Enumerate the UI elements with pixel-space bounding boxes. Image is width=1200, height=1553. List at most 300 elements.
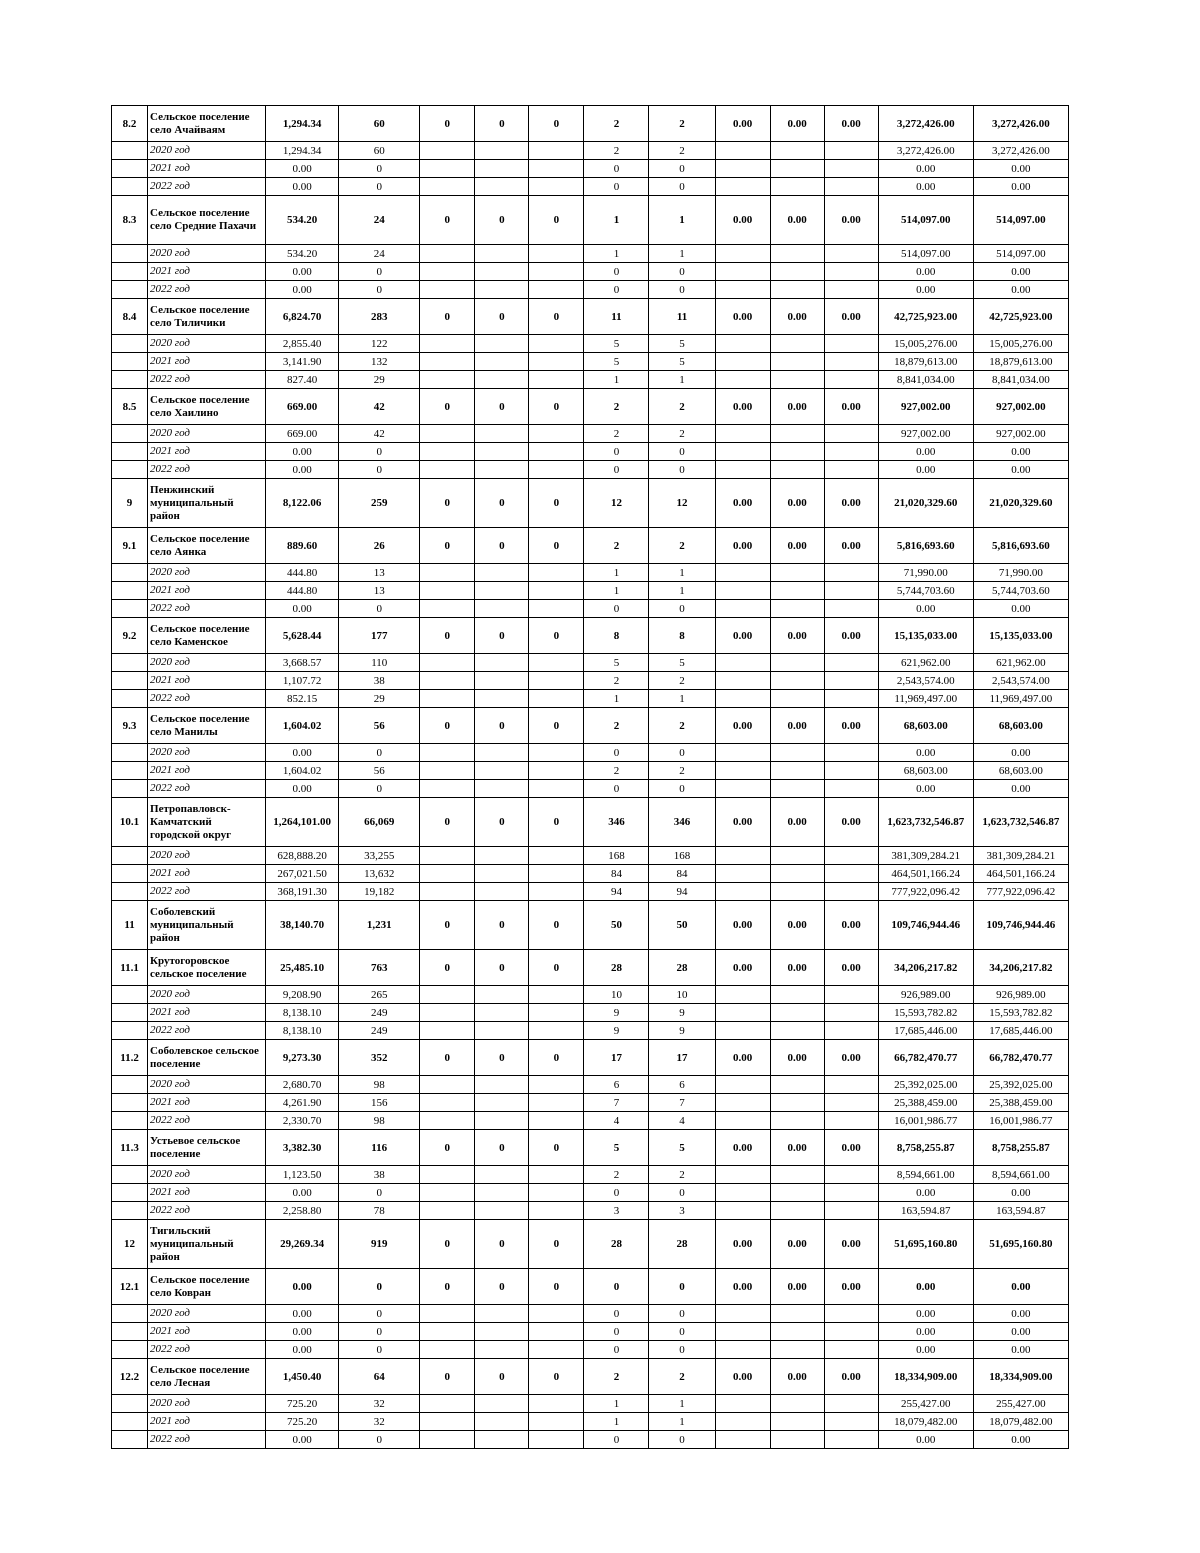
cell-c3: 0 <box>529 196 584 245</box>
cell-c8 <box>824 564 878 582</box>
cell-c8: 0.00 <box>824 479 878 528</box>
cell-c4: 1 <box>584 690 649 708</box>
cell-total: 16,001,986.77 <box>878 1112 973 1130</box>
cell-c1 <box>420 443 475 461</box>
cell-c2: 0 <box>475 1269 529 1305</box>
cell-c5: 0 <box>649 263 715 281</box>
cell-area: 0.00 <box>266 744 339 762</box>
cell-c5: 0 <box>649 1431 715 1449</box>
cell-total: 21,020,329.60 <box>878 479 973 528</box>
cell-c2 <box>475 353 529 371</box>
cell-c1 <box>420 1166 475 1184</box>
cell-c2 <box>475 1305 529 1323</box>
cell-c1 <box>420 353 475 371</box>
cell-c5: 5 <box>649 1130 715 1166</box>
cell-name: 2022 год <box>148 883 266 901</box>
cell-c1 <box>420 654 475 672</box>
cell-c5: 6 <box>649 1076 715 1094</box>
cell-c6 <box>715 1022 770 1040</box>
cell-c2: 0 <box>475 1040 529 1076</box>
cell-c2 <box>475 762 529 780</box>
cell-c8 <box>824 883 878 901</box>
cell-c5: 0 <box>649 1341 715 1359</box>
cell-num <box>112 847 148 865</box>
cell-people: 24 <box>339 196 420 245</box>
cell-people: 0 <box>339 1341 420 1359</box>
cell-total: 0.00 <box>878 443 973 461</box>
cell-c3 <box>529 1341 584 1359</box>
cell-c1 <box>420 281 475 299</box>
cell-c5: 0 <box>649 1269 715 1305</box>
cell-c3 <box>529 371 584 389</box>
cell-c5: 0 <box>649 1323 715 1341</box>
cell-c7 <box>770 564 824 582</box>
cell-area: 1,107.72 <box>266 672 339 690</box>
cell-c1 <box>420 425 475 443</box>
cell-num <box>112 654 148 672</box>
cell-name: 2020 год <box>148 335 266 353</box>
cell-total2: 0.00 <box>973 780 1068 798</box>
cell-total2: 777,922,096.42 <box>973 883 1068 901</box>
cell-num <box>112 461 148 479</box>
cell-c7: 0.00 <box>770 479 824 528</box>
cell-people: 0 <box>339 281 420 299</box>
cell-c5: 10 <box>649 986 715 1004</box>
cell-c8 <box>824 425 878 443</box>
cell-c6 <box>715 1395 770 1413</box>
cell-c2 <box>475 1166 529 1184</box>
cell-c3 <box>529 672 584 690</box>
cell-c1 <box>420 1094 475 1112</box>
cell-c7 <box>770 672 824 690</box>
table-row-year <box>112 865 1069 883</box>
cell-area: 0.00 <box>266 1269 339 1305</box>
cell-total: 1,623,732,546.87 <box>878 798 973 847</box>
cell-total2: 25,392,025.00 <box>973 1076 1068 1094</box>
table-row-year <box>112 263 1069 281</box>
cell-c4: 10 <box>584 986 649 1004</box>
cell-c2 <box>475 744 529 762</box>
cell-total: 514,097.00 <box>878 245 973 263</box>
cell-c8 <box>824 461 878 479</box>
cell-c6 <box>715 461 770 479</box>
table-row-year <box>112 1413 1069 1431</box>
cell-c6: 0.00 <box>715 479 770 528</box>
cell-total2: 3,272,426.00 <box>973 142 1068 160</box>
cell-people: 122 <box>339 335 420 353</box>
cell-c4: 6 <box>584 1076 649 1094</box>
cell-name: 2021 год <box>148 160 266 178</box>
cell-total2: 8,841,034.00 <box>973 371 1068 389</box>
cell-total2: 621,962.00 <box>973 654 1068 672</box>
cell-people: 249 <box>339 1004 420 1022</box>
cell-c4: 2 <box>584 528 649 564</box>
cell-c4: 2 <box>584 672 649 690</box>
cell-c6 <box>715 160 770 178</box>
cell-total2: 16,001,986.77 <box>973 1112 1068 1130</box>
cell-num <box>112 1341 148 1359</box>
cell-c3 <box>529 883 584 901</box>
cell-total: 777,922,096.42 <box>878 883 973 901</box>
cell-name: 2020 год <box>148 245 266 263</box>
cell-people: 78 <box>339 1202 420 1220</box>
cell-name: 2021 год <box>148 443 266 461</box>
cell-c3 <box>529 744 584 762</box>
cell-c8 <box>824 1431 878 1449</box>
cell-c8 <box>824 1166 878 1184</box>
table-row-year <box>112 1202 1069 1220</box>
cell-c3 <box>529 762 584 780</box>
cell-area: 444.80 <box>266 582 339 600</box>
cell-c7 <box>770 654 824 672</box>
cell-num: 8.3 <box>112 196 148 245</box>
cell-c2 <box>475 1323 529 1341</box>
cell-area: 1,604.02 <box>266 762 339 780</box>
cell-c7 <box>770 1341 824 1359</box>
cell-area: 889.60 <box>266 528 339 564</box>
cell-c3 <box>529 461 584 479</box>
cell-total2: 514,097.00 <box>973 196 1068 245</box>
cell-c8: 0.00 <box>824 106 878 142</box>
cell-total2: 25,388,459.00 <box>973 1094 1068 1112</box>
cell-total2: 68,603.00 <box>973 708 1068 744</box>
cell-c8: 0.00 <box>824 299 878 335</box>
cell-c5: 5 <box>649 353 715 371</box>
cell-c5: 0 <box>649 443 715 461</box>
cell-total2: 927,002.00 <box>973 389 1068 425</box>
cell-c1 <box>420 883 475 901</box>
cell-people: 64 <box>339 1359 420 1395</box>
cell-num <box>112 263 148 281</box>
cell-name: Сельское поселение село Ачайваям <box>148 106 266 142</box>
cell-num: 10.1 <box>112 798 148 847</box>
cell-c7 <box>770 1395 824 1413</box>
cell-name: 2021 год <box>148 1413 266 1431</box>
cell-people: 0 <box>339 600 420 618</box>
cell-people: 0 <box>339 160 420 178</box>
cell-c3 <box>529 1184 584 1202</box>
cell-area: 444.80 <box>266 564 339 582</box>
table-row-year <box>112 371 1069 389</box>
cell-num <box>112 1166 148 1184</box>
cell-c5: 4 <box>649 1112 715 1130</box>
cell-total: 0.00 <box>878 160 973 178</box>
cell-total: 381,309,284.21 <box>878 847 973 865</box>
cell-c3 <box>529 1094 584 1112</box>
cell-total: 0.00 <box>878 600 973 618</box>
cell-c2 <box>475 1094 529 1112</box>
cell-name: Петропавловск-Камчатский городской округ <box>148 798 266 847</box>
cell-c7 <box>770 263 824 281</box>
cell-c3 <box>529 1112 584 1130</box>
cell-c6: 0.00 <box>715 1359 770 1395</box>
cell-total: 927,002.00 <box>878 425 973 443</box>
cell-c1 <box>420 1431 475 1449</box>
cell-c3: 0 <box>529 618 584 654</box>
cell-c1: 0 <box>420 299 475 335</box>
cell-c8: 0.00 <box>824 950 878 986</box>
cell-c1 <box>420 865 475 883</box>
cell-people: 29 <box>339 371 420 389</box>
cell-c3 <box>529 1323 584 1341</box>
cell-name: 2020 год <box>148 425 266 443</box>
cell-c4: 2 <box>584 425 649 443</box>
cell-total: 5,816,693.60 <box>878 528 973 564</box>
cell-c8 <box>824 847 878 865</box>
cell-total2: 3,272,426.00 <box>973 106 1068 142</box>
cell-total: 68,603.00 <box>878 762 973 780</box>
cell-c3 <box>529 847 584 865</box>
cell-c2: 0 <box>475 528 529 564</box>
cell-c5: 2 <box>649 528 715 564</box>
table-row-year <box>112 1112 1069 1130</box>
cell-c2 <box>475 883 529 901</box>
cell-people: 259 <box>339 479 420 528</box>
cell-num: 9.2 <box>112 618 148 654</box>
cell-c8 <box>824 160 878 178</box>
cell-area: 8,138.10 <box>266 1004 339 1022</box>
cell-c4: 2 <box>584 389 649 425</box>
cell-c6 <box>715 762 770 780</box>
cell-num <box>112 443 148 461</box>
cell-c6 <box>715 281 770 299</box>
cell-c4: 0 <box>584 178 649 196</box>
cell-area: 669.00 <box>266 425 339 443</box>
cell-c2 <box>475 986 529 1004</box>
cell-people: 60 <box>339 142 420 160</box>
cell-c6 <box>715 1305 770 1323</box>
cell-c1 <box>420 1076 475 1094</box>
cell-num <box>112 672 148 690</box>
cell-c5: 0 <box>649 1305 715 1323</box>
cell-c8 <box>824 1094 878 1112</box>
cell-c3 <box>529 690 584 708</box>
cell-c2: 0 <box>475 618 529 654</box>
cell-c4: 94 <box>584 883 649 901</box>
table-row-year <box>112 582 1069 600</box>
cell-c7 <box>770 1431 824 1449</box>
cell-c8 <box>824 1004 878 1022</box>
cell-people: 98 <box>339 1076 420 1094</box>
cell-total2: 514,097.00 <box>973 245 1068 263</box>
cell-area: 534.20 <box>266 245 339 263</box>
cell-c6 <box>715 780 770 798</box>
cell-total2: 15,135,033.00 <box>973 618 1068 654</box>
cell-c5: 1 <box>649 1413 715 1431</box>
cell-c8 <box>824 1076 878 1094</box>
cell-c6: 0.00 <box>715 618 770 654</box>
cell-c4: 1 <box>584 196 649 245</box>
cell-c2 <box>475 281 529 299</box>
cell-c1 <box>420 582 475 600</box>
cell-c4: 2 <box>584 106 649 142</box>
cell-name: 2021 год <box>148 762 266 780</box>
cell-total: 109,746,944.46 <box>878 901 973 950</box>
cell-total2: 34,206,217.82 <box>973 950 1068 986</box>
cell-c4: 5 <box>584 353 649 371</box>
cell-c6: 0.00 <box>715 798 770 847</box>
cell-c7 <box>770 690 824 708</box>
cell-c2 <box>475 600 529 618</box>
cell-c7 <box>770 762 824 780</box>
cell-c1 <box>420 1323 475 1341</box>
cell-c5: 3 <box>649 1202 715 1220</box>
cell-c5: 0 <box>649 780 715 798</box>
cell-c2 <box>475 690 529 708</box>
cell-c1 <box>420 461 475 479</box>
cell-name: 2020 год <box>148 847 266 865</box>
cell-total: 17,685,446.00 <box>878 1022 973 1040</box>
cell-c2 <box>475 245 529 263</box>
cell-c7: 0.00 <box>770 528 824 564</box>
cell-num <box>112 1076 148 1094</box>
cell-c7: 0.00 <box>770 389 824 425</box>
table-row-year <box>112 762 1069 780</box>
cell-c1 <box>420 160 475 178</box>
cell-c5: 12 <box>649 479 715 528</box>
cell-c2 <box>475 672 529 690</box>
cell-total: 71,990.00 <box>878 564 973 582</box>
cell-c8: 0.00 <box>824 708 878 744</box>
cell-people: 265 <box>339 986 420 1004</box>
cell-people: 0 <box>339 1305 420 1323</box>
cell-c5: 2 <box>649 762 715 780</box>
cell-c7: 0.00 <box>770 901 824 950</box>
cell-area: 3,382.30 <box>266 1130 339 1166</box>
cell-c4: 0 <box>584 263 649 281</box>
cell-c4: 168 <box>584 847 649 865</box>
table-row-year <box>112 780 1069 798</box>
cell-c2: 0 <box>475 798 529 847</box>
cell-c5: 2 <box>649 672 715 690</box>
cell-c6: 0.00 <box>715 1220 770 1269</box>
cell-c4: 0 <box>584 281 649 299</box>
cell-area: 725.20 <box>266 1413 339 1431</box>
cell-name: 2020 год <box>148 1076 266 1094</box>
table-row-year <box>112 1323 1069 1341</box>
table-row-year <box>112 564 1069 582</box>
cell-c5: 5 <box>649 654 715 672</box>
cell-num: 8.5 <box>112 389 148 425</box>
cell-c7: 0.00 <box>770 1130 824 1166</box>
cell-area: 0.00 <box>266 1184 339 1202</box>
cell-c2 <box>475 425 529 443</box>
cell-c1: 0 <box>420 798 475 847</box>
cell-c1 <box>420 1395 475 1413</box>
cell-c5: 1 <box>649 690 715 708</box>
cell-total2: 927,002.00 <box>973 425 1068 443</box>
cell-total: 0.00 <box>878 1305 973 1323</box>
table-row-year <box>112 425 1069 443</box>
cell-name: 2021 год <box>148 672 266 690</box>
cell-num <box>112 142 148 160</box>
cell-area: 29,269.34 <box>266 1220 339 1269</box>
cell-c4: 1 <box>584 245 649 263</box>
cell-people: 98 <box>339 1112 420 1130</box>
cell-c2 <box>475 847 529 865</box>
cell-c8 <box>824 281 878 299</box>
cell-people: 0 <box>339 744 420 762</box>
cell-c2 <box>475 142 529 160</box>
cell-num <box>112 564 148 582</box>
cell-people: 56 <box>339 708 420 744</box>
cell-total2: 0.00 <box>973 1323 1068 1341</box>
table-row-year <box>112 245 1069 263</box>
cell-name: Пенжинский муниципальный район <box>148 479 266 528</box>
cell-area: 852.15 <box>266 690 339 708</box>
table-row-year <box>112 443 1069 461</box>
table-row-year <box>112 690 1069 708</box>
cell-c3 <box>529 178 584 196</box>
cell-people: 249 <box>339 1022 420 1040</box>
cell-c6: 0.00 <box>715 196 770 245</box>
cell-c6 <box>715 1431 770 1449</box>
cell-total: 0.00 <box>878 1341 973 1359</box>
table-row-year <box>112 178 1069 196</box>
cell-total2: 0.00 <box>973 1341 1068 1359</box>
cell-c3 <box>529 564 584 582</box>
cell-c7: 0.00 <box>770 798 824 847</box>
cell-c8 <box>824 986 878 1004</box>
cell-c3: 0 <box>529 479 584 528</box>
cell-num <box>112 1395 148 1413</box>
cell-c1: 0 <box>420 528 475 564</box>
cell-num: 11.1 <box>112 950 148 986</box>
cell-c1 <box>420 335 475 353</box>
cell-total2: 18,334,909.00 <box>973 1359 1068 1395</box>
cell-name: 2022 год <box>148 178 266 196</box>
cell-c6 <box>715 865 770 883</box>
cell-c3 <box>529 1076 584 1094</box>
cell-c5: 168 <box>649 847 715 865</box>
cell-name: Соболевское сельское поселение <box>148 1040 266 1076</box>
cell-c4: 12 <box>584 479 649 528</box>
cell-c1: 0 <box>420 1359 475 1395</box>
cell-name: 2021 год <box>148 1004 266 1022</box>
cell-total2: 109,746,944.46 <box>973 901 1068 950</box>
cell-c8: 0.00 <box>824 1359 878 1395</box>
cell-c8 <box>824 780 878 798</box>
cell-total: 0.00 <box>878 1184 973 1202</box>
cell-people: 0 <box>339 1323 420 1341</box>
cell-name: Сельское поселение село Тиличики <box>148 299 266 335</box>
table-row-territory <box>112 196 1069 245</box>
cell-c6 <box>715 582 770 600</box>
cell-c7 <box>770 461 824 479</box>
cell-total2: 163,594.87 <box>973 1202 1068 1220</box>
cell-c2: 0 <box>475 1359 529 1395</box>
cell-c6 <box>715 744 770 762</box>
cell-c6 <box>715 1184 770 1202</box>
cell-c4: 1 <box>584 582 649 600</box>
table-row-year <box>112 461 1069 479</box>
table-row-year <box>112 353 1069 371</box>
cell-c5: 84 <box>649 865 715 883</box>
cell-area: 0.00 <box>266 281 339 299</box>
cell-c8 <box>824 1341 878 1359</box>
cell-c3 <box>529 1431 584 1449</box>
cell-name: Сельское поселение село Лесная <box>148 1359 266 1395</box>
cell-c5: 0 <box>649 160 715 178</box>
cell-name: 2022 год <box>148 780 266 798</box>
cell-num <box>112 1202 148 1220</box>
cell-c7 <box>770 1004 824 1022</box>
cell-c2: 0 <box>475 196 529 245</box>
cell-total: 18,334,909.00 <box>878 1359 973 1395</box>
cell-num <box>112 865 148 883</box>
cell-c8 <box>824 353 878 371</box>
cell-c8: 0.00 <box>824 1040 878 1076</box>
